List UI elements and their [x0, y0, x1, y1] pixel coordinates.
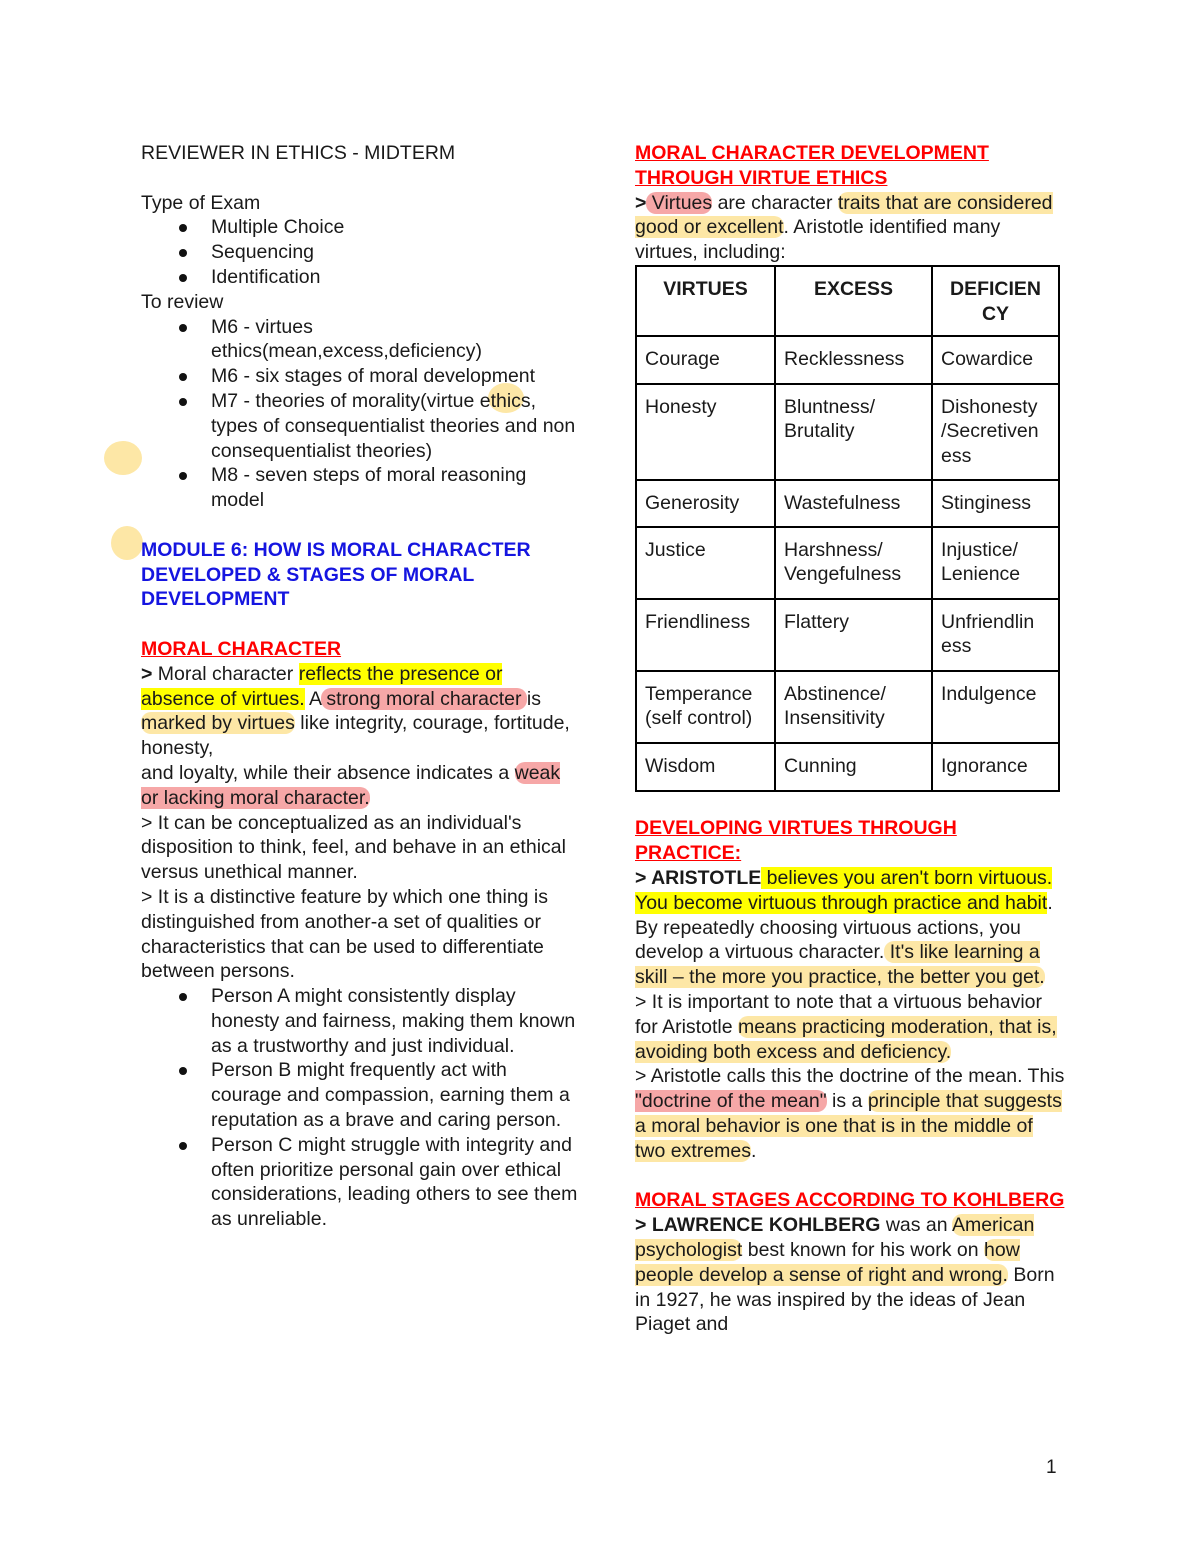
aristotle-name: ARISTOTLE	[651, 866, 762, 889]
table-row	[636, 743, 1059, 791]
table-header: VIRTUES	[636, 266, 775, 336]
table-cell: Honesty	[636, 384, 775, 480]
table-row	[636, 384, 1059, 480]
arrow-marker: >	[635, 1214, 652, 1237]
table-cell: Flattery	[775, 599, 932, 671]
table-cell: Recklessness	[775, 336, 932, 384]
list-item: Multiple Choice	[141, 215, 581, 240]
table-cell: Stinginess	[932, 480, 1059, 527]
highlight-orange: means practicing moderation, that is, avoiding both excess and deficiency.	[635, 1015, 1057, 1063]
table-cell: Injustice/ Lenience	[932, 527, 1059, 599]
left-column	[141, 141, 581, 1232]
developing-virtues-paragraph: > Aristotle calls this the doctrine of the mean. This "doctrine of the mean" is a principle that suggests a moral behavior is one that is in the middle of two extremes.	[635, 1065, 1065, 1162]
highlight-pink: Virtues	[646, 191, 713, 214]
exam-type-label: Type of Exam	[141, 191, 261, 214]
highlight-yellow: believes you aren't born virtuous. You become virtuous through practice and habit	[635, 866, 1053, 914]
developing-virtues-heading: DEVELOPING VIRTUES THROUGH PRACTICE:	[635, 817, 957, 865]
highlight-pink: strong moral character	[320, 687, 527, 710]
list-item: M6 - virtues ethics(mean,excess,deficiency)	[141, 315, 581, 365]
kohlberg-name: LAWRENCE KOHLBERG	[651, 1214, 881, 1237]
moral-character-paragraph: > Moral character reflects the presence or absence of virtues. A strong moral character is marked by virtues like integrity, courage, fortitude, honesty,	[141, 662, 570, 760]
developing-virtues-paragraph: > It is important to note that a virtuous behavior for Aristotle means practicing moderation, that is, avoiding both excess and deficiency.	[635, 990, 1057, 1063]
highlight-orange: principle that suggests a moral behavior is one that is in the middle of two extremes	[635, 1090, 1062, 1162]
table-header: DEFICIEN CY	[932, 266, 1059, 336]
highlight-pink: "doctrine of the mean"	[635, 1090, 827, 1113]
arrow-marker: >	[635, 191, 647, 214]
list-item: Identification	[141, 265, 581, 290]
list-item: Person C might struggle with integrity and often prioritize personal gain over ethical considerations, leading others to see them as unreliable.	[141, 1133, 581, 1232]
list-item: Sequencing	[141, 240, 581, 265]
table-cell: Harshness/ Vengefulness	[775, 527, 932, 599]
highlighter-blot	[104, 441, 142, 475]
table-cell: Abstinence/ Insensitivity	[775, 671, 932, 743]
table-cell: Temperance (self control)	[636, 671, 775, 743]
table-cell: Justice	[636, 527, 775, 599]
virtue-ethics-paragraph: > Virtues are character traits that are considered good or excellent. Aristotle identified many virtues, including:	[635, 191, 1053, 264]
virtue-ethics-heading: MORAL CHARACTER DEVELOPMENT THROUGH VIRTUE ETHICS	[635, 142, 989, 189]
table-header-row	[636, 266, 1059, 336]
table-row	[636, 480, 1059, 527]
moral-character-paragraph: > It is a distinctive feature by which one thing is distinguished from another-a set of qualities or characteristics that can be used to differentiate between persons.	[141, 885, 549, 983]
list-item: Person A might consistently display honesty and fairness, making them known as a trustworthy and just individual.	[141, 984, 581, 1058]
highlight-orange: how people develop a sense of right and wrong.	[635, 1238, 1020, 1286]
highlight-orange: It's like learning a skill – the more you practice, the better you get.	[635, 941, 1045, 989]
document-title: REVIEWER IN ETHICS - MIDTERM	[141, 142, 456, 164]
highlight-orange: marked by virtues	[141, 712, 295, 735]
table-cell: Cunning	[775, 743, 932, 791]
table-cell: Indulgence	[932, 671, 1059, 743]
developing-virtues-paragraph: > ARISTOTLE believes you aren't born virtuous. You become virtuous through practice and habit. By repeatedly choosing virtuous actions, you develop a virtuous character. It's like learning a skill – the more you practice, the better you get.	[635, 866, 1053, 989]
arrow-marker: >	[635, 866, 652, 889]
list-item: M7 - theories of morality(virtue ethics, types of consequentialist theories and non consequentialist theories)	[141, 389, 581, 463]
moral-character-paragraph: and loyalty, while their absence indicates a weak or lacking moral character.	[141, 761, 561, 809]
page-number: 1	[1046, 1457, 1057, 1478]
table-row	[636, 599, 1059, 671]
table-cell: Unfriendlin ess	[932, 599, 1059, 671]
highlighter-blot	[111, 526, 143, 560]
list-item: M8 - seven steps of moral reasoning model	[141, 463, 581, 513]
table-cell: Friendliness	[636, 599, 775, 671]
highlight-orange: American psychologist	[635, 1214, 1035, 1261]
table-row	[636, 671, 1059, 743]
moral-character-paragraph: > It can be conceptualized as an individual's disposition to think, feel, and behave in an ethical versus unethical manner.	[141, 811, 566, 884]
highlight-orange: traits that are considered good or excellent	[635, 191, 1053, 239]
right-column	[635, 141, 1065, 1337]
module-heading: MODULE 6: HOW IS MORAL CHARACTER DEVELOPED & STAGES OF MORAL DEVELOPMENT	[141, 538, 531, 611]
arrow-marker: >	[141, 662, 153, 685]
highlight-yellow: reflects the presence or absence of virtues.	[141, 662, 503, 710]
list-item: M6 - six stages of moral development	[141, 364, 581, 389]
table-cell: Courage	[636, 336, 775, 384]
kohlberg-paragraph: > LAWRENCE KOHLBERG was an American psychologist best known for his work on how people develop a sense of right and wrong. Born in 1927, he was inspired by the ideas of Jean Piaget and	[635, 1214, 1055, 1336]
table-row	[636, 336, 1059, 384]
table-cell: Wisdom	[636, 743, 775, 791]
virtues-table	[635, 265, 1060, 792]
highlight-pink: weak or lacking moral character.	[141, 761, 561, 809]
table-cell: Ignorance	[932, 743, 1059, 791]
table-cell: Bluntness/ Brutality	[775, 384, 932, 480]
persons-list	[141, 984, 581, 1232]
table-cell: Wastefulness	[775, 480, 932, 527]
to-review-label: To review	[141, 290, 224, 313]
table-cell: Cowardice	[932, 336, 1059, 384]
list-item: Person B might frequently act with courage and compassion, earning them a reputation as a brave and caring person.	[141, 1058, 581, 1132]
to-review-list	[141, 315, 581, 513]
table-cell: Dishonesty /Secretiven ess	[932, 384, 1059, 480]
exam-type-list	[141, 215, 581, 289]
kohlberg-heading: MORAL STAGES ACCORDING TO KOHLBERG	[635, 1189, 1065, 1212]
table-row	[636, 527, 1059, 599]
table-cell: Generosity	[636, 480, 775, 527]
table-header: EXCESS	[775, 266, 932, 336]
moral-character-heading: MORAL CHARACTER	[141, 637, 342, 660]
